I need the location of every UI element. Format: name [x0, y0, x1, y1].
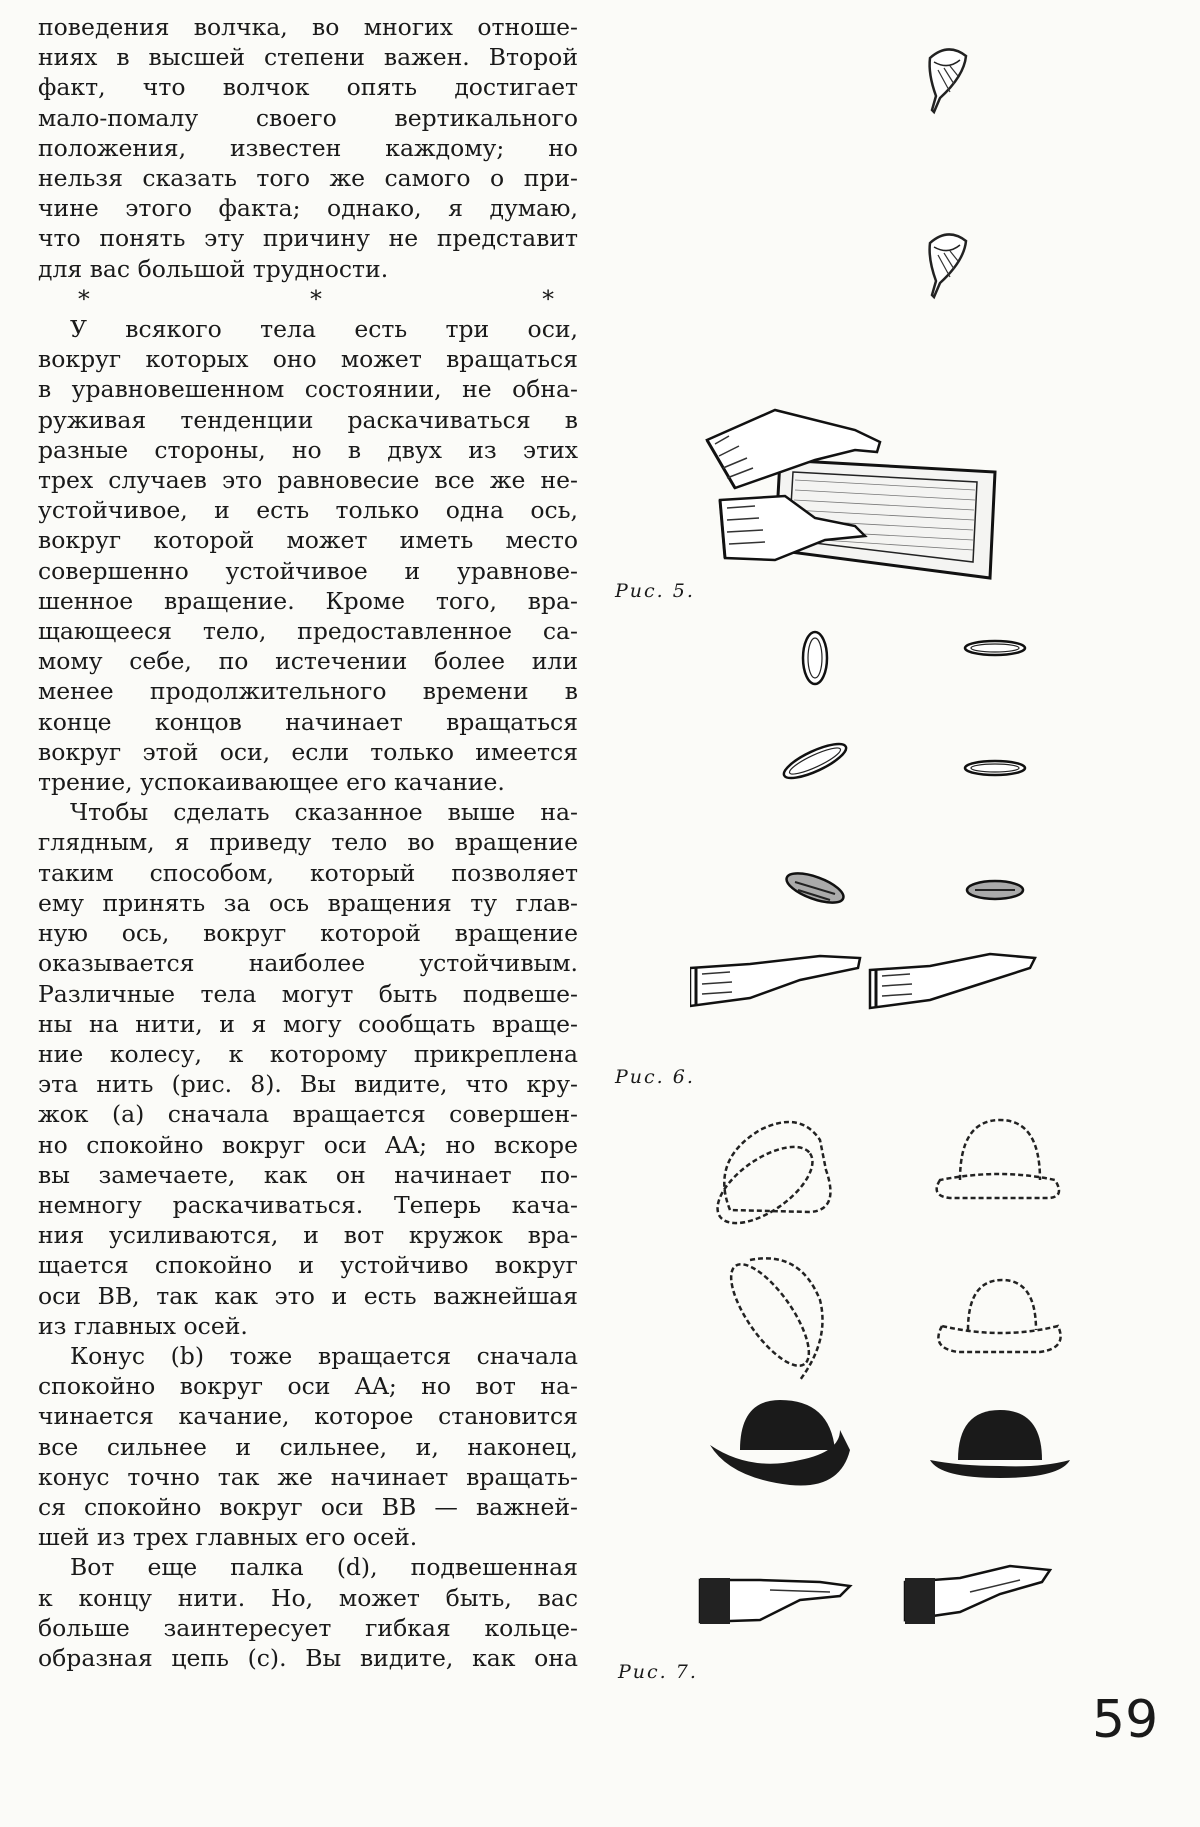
text-line: к концу нити. Но, может быть, вас	[38, 1583, 578, 1612]
text-line: мому себе, по истечении более или	[38, 647, 578, 676]
plate-right-2	[965, 761, 1025, 775]
figure-5-hands-with-board	[705, 400, 1015, 580]
text-line: чинается качание, которое становится	[38, 1402, 578, 1431]
text-line: что понять эту причину не представит	[38, 224, 578, 253]
text-line: шенное вращение. Кроме того, вра-	[38, 586, 578, 615]
text-line: устойчивое, и есть только одна ось,	[38, 496, 578, 525]
text-line: Чтобы сделать сказанное выше на-	[70, 798, 578, 827]
text-line: вокруг которой может иметь место	[38, 526, 578, 555]
text-line: щается спокойно и устойчиво вокруг	[38, 1251, 578, 1280]
text-line: немногу раскачиваться. Теперь кача-	[38, 1190, 578, 1219]
plate-right-3	[967, 881, 1023, 899]
text-line: щающееся тело, предоставленное са-	[38, 617, 578, 646]
spinning-top-lower	[930, 234, 966, 297]
text-line: конус точно так же начинает вращать-	[38, 1462, 578, 1491]
figure-5-caption: Рис. 5.	[615, 580, 695, 602]
text-line: конце концов начинает вращаться	[38, 707, 578, 736]
text-line: все сильнее и сильнее, и, наконец,	[38, 1432, 578, 1461]
spinning-top-upper	[930, 49, 966, 112]
text-line: руживая тенденции раскачиваться в	[38, 405, 578, 434]
text-line: шей из трех главных его осей.	[38, 1523, 418, 1552]
page-number: 59	[1092, 1690, 1159, 1750]
hand-left-fig6	[690, 956, 860, 1006]
hat-solid-right	[930, 1410, 1070, 1478]
text-line: мало-помалу своего вертикального	[38, 103, 578, 132]
text-line: совершенно устойчивое и уравнове-	[38, 556, 578, 585]
hat-solid-left	[710, 1400, 850, 1486]
text-line: менее продолжительного времени в	[38, 677, 578, 706]
plate-left-3	[783, 867, 847, 908]
text-line: больше заинтересует гибкая кольце-	[38, 1613, 578, 1642]
text-line: ся спокойно вокруг оси BB — важней-	[38, 1492, 578, 1521]
hand-right-fig7	[905, 1566, 1050, 1624]
text-line: положения, известен каждому; но	[38, 133, 578, 162]
text-line: вокруг которых оно может вращаться	[38, 345, 578, 374]
text-line: разные стороны, но в двух из этих	[38, 435, 578, 464]
text-line: но спокойно вокруг оси AA; но вскоре	[38, 1130, 578, 1159]
text-line: ему принять за ось вращения ту глав-	[38, 888, 578, 917]
hat-dashed-left-1	[705, 1122, 830, 1238]
text-line: факт, что волчок опять достигает	[38, 73, 578, 102]
hat-dashed-right-2	[938, 1280, 1060, 1352]
figure-7-tossed-hats	[690, 1100, 1070, 1680]
text-line: Вот еще палка (d), подвешенная	[70, 1553, 578, 1582]
plate-left-1	[803, 632, 827, 684]
text-line: поведения волчка, во многих отноше-	[38, 13, 578, 41]
text-line: из главных осей.	[38, 1311, 248, 1340]
text-line: оси BB, так как это и есть важнейшая	[38, 1281, 578, 1310]
figure-6-caption: Рис. 6.	[615, 1066, 695, 1088]
text-line: У всякого тела есть три оси,	[70, 315, 578, 344]
main-text-column	[38, 12, 578, 1673]
text-line: чине этого факта; однако, я думаю,	[38, 194, 578, 223]
spinning-top-figure	[920, 40, 980, 300]
text-line: ниях в высшей степени важен. Второй	[38, 43, 578, 72]
text-line: ную ось, вокруг которой вращение	[38, 919, 578, 948]
text-line: вы замечаете, как он начинает по-	[38, 1160, 578, 1189]
text-line: трех случаев это равновесие все же не-	[38, 466, 578, 495]
text-line: глядным, я приведу тело во вращение	[38, 828, 578, 857]
text-line: трение, успокаивающее его качание.	[38, 768, 505, 797]
plate-right-1	[965, 641, 1025, 655]
section-divider: * * *	[78, 284, 578, 313]
text-line: Различные тела могут быть подвеше-	[38, 979, 578, 1008]
text-line: образная цепь (c). Вы видите, как она	[38, 1643, 578, 1672]
text-line: таким способом, который позволяет	[38, 858, 578, 887]
text-line: оказывается наиболее устойчивым.	[38, 949, 578, 978]
text-line: эта нить (рис. 8). Вы видите, что кру-	[38, 1070, 578, 1099]
text-line: ны на нити, и я могу сообщать враще-	[38, 1009, 578, 1038]
plate-left-2	[780, 738, 850, 785]
hand-left-fig7	[700, 1578, 850, 1624]
text-line: нельзя сказать того же самого о при-	[38, 164, 578, 193]
hat-dashed-left-2	[718, 1253, 823, 1380]
text-line: Конус (b) тоже вращается сначала	[70, 1341, 578, 1370]
text-line: ния усиливаются, и вот кружок вра-	[38, 1221, 578, 1250]
text-line: ние колесу, к которому прикреплена	[38, 1039, 578, 1068]
text-line: жок (a) сначала вращается совершен-	[38, 1100, 578, 1129]
text-line: вокруг этой оси, если только имеется	[38, 737, 578, 766]
figure-7-caption: Рис. 7.	[618, 1661, 698, 1683]
text-line: спокойно вокруг оси AA; но вот на-	[38, 1372, 578, 1401]
hand-right-fig6	[870, 954, 1035, 1008]
text-line: в уравновешенном состоянии, не обна-	[38, 375, 578, 404]
text-line: для вас большой трудности.	[38, 254, 389, 283]
hat-dashed-right-1	[937, 1120, 1059, 1198]
figure-6-tossed-plates	[690, 628, 1040, 1048]
